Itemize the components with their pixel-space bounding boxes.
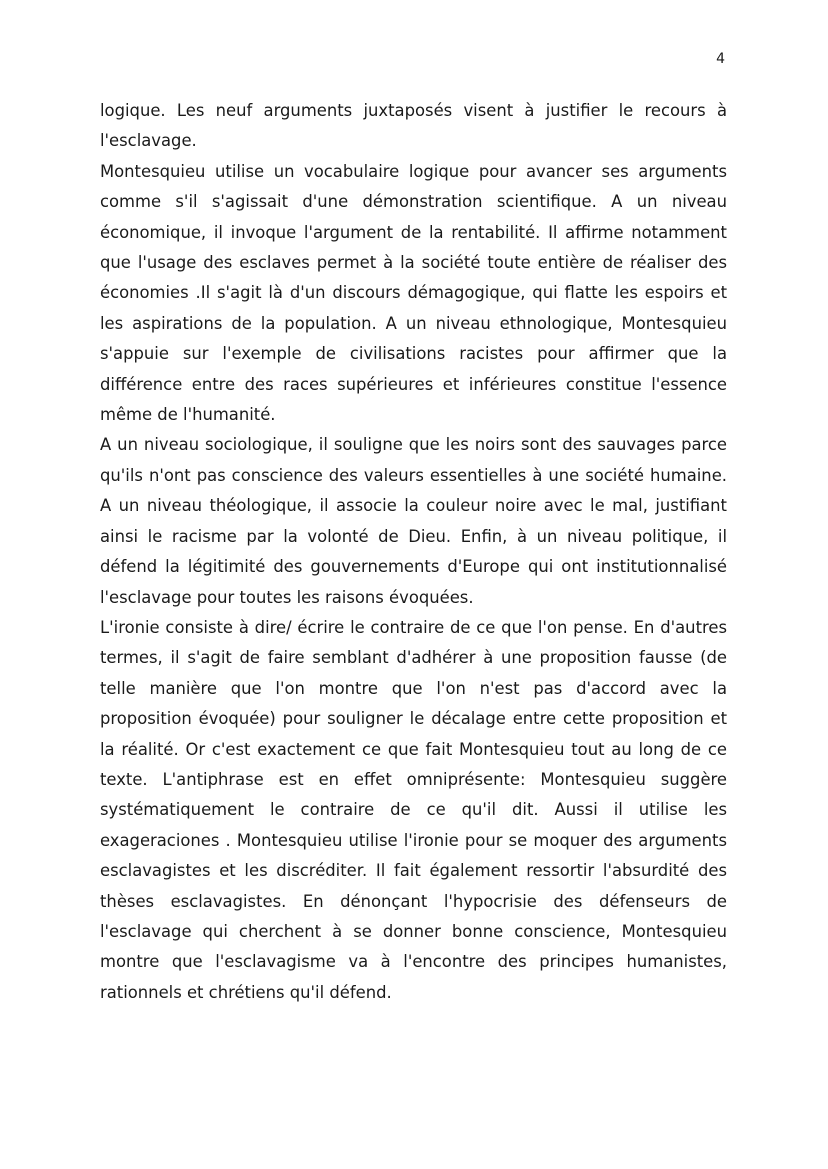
paragraph-sociologic-theologic-politic: A un niveau sociologique, il souligne que les noirs sont des sauvages parce qu'ils n'ont pas conscience des valeurs essentielles à une société humaine. A un niveau théologique, il associe la couleur noire avec le mal, justifiant ainsi le racisme par la volonté de Dieu. Enfin, à un niveau politique, il défend la légitimité des gouvernements d'Europe qui ont institutionnalisé l'esclavage pour toutes les raisons évoquées. xyxy=(100,435,727,607)
paragraph-economic-ethnologic: Montesquieu utilise un vocabulaire logique pour avancer ses arguments comme s'il s'agissait d'une démonstration scientifique. A un niveau économique, il invoque l'argument de la rentabilité. Il affirme notamment que l'usage des esclaves permet à la société toute entière de réaliser des économies .Il s'agit là d'un discours démagogique, qui flatte les espoirs et les aspirations de la population. A un niveau ethnologique, Montesquieu s'appuie sur l'exemple de civilisations racistes pour affirmer que la différence entre des races supérieures et inférieures constitue l'essence même de l'humanité. xyxy=(100,161,727,425)
page-number: 4 xyxy=(716,51,725,67)
document-body xyxy=(100,96,727,1008)
paragraph-conclusion-previous: logique. Les neuf arguments juxtaposés visent à justifier le recours à l'esclavage. xyxy=(100,101,727,151)
paragraph-irony: L'ironie consiste à dire/ écrire le contraire de ce que l'on pense. En d'autres termes, il s'agit de faire semblant d'adhérer à une proposition fausse (de telle manière que l'on montre que l'on n'est pas d'accord avec la proposition évoquée) pour souligner le décalage entre cette proposition et la réalité. Or c'est exactement ce que fait Montesquieu tout au long de ce texte. L'antiphrase est en effet omniprésente: Montesquieu suggère systématiquement le contraire de ce qu'il dit. Aussi il utilise les exageraciones . Montesquieu utilise l'ironie pour se moquer des arguments esclavagistes et les discréditer. Il fait également ressortir l'absurdité des thèses esclavagistes. En dénonçant l'hypocrisie des défenseurs de l'esclavage qui cherchent à se donner bonne conscience, Montesquieu montre que l'esclavagisme va à l'encontre des principes humanistes, rationnels et chrétiens qu'il défend. xyxy=(100,617,727,1002)
